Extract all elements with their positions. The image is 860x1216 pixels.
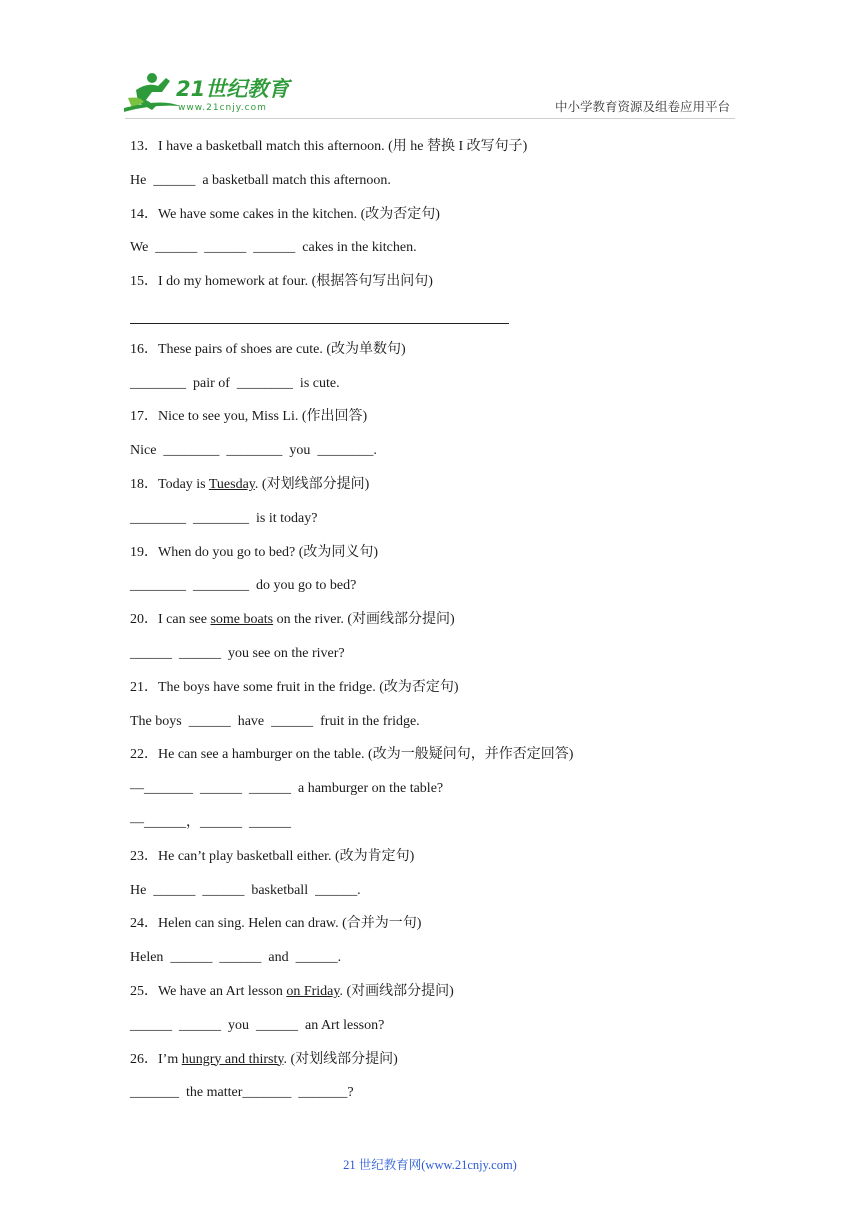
header-divider <box>125 118 735 119</box>
answer-13: He ______ a basketball match this afternoon. <box>130 172 391 188</box>
question-20 <box>130 609 750 643</box>
question-text: . (对画线部分提问) <box>339 983 454 999</box>
question-24: 24．Helen can sing. Helen can draw. (合并为一句) <box>130 916 422 932</box>
answer-blank-line <box>130 305 509 324</box>
answer-14: We ______ ______ ______ cakes in the kitchen. <box>130 240 417 256</box>
exercise-list <box>130 136 750 1116</box>
question-26 <box>130 1049 750 1083</box>
site-logo <box>122 68 292 114</box>
question-13: 13．I have a basketball match this afternoon. (用 he 替换 I 改写句子) <box>130 139 528 154</box>
question-text: 25．We have an Art lesson <box>130 983 287 999</box>
question-text: on the river. (对画线部分提问) <box>273 612 455 628</box>
page-header <box>0 0 860 130</box>
question-text: . (对划线部分提问) <box>254 476 370 492</box>
question-23: 23．He can’t play basketball either. (改为肯定句) <box>130 848 415 864</box>
answer-23: He ______ ______ basketball ______. <box>130 882 361 898</box>
question-text: 26．I’m <box>130 1051 182 1067</box>
answer-15 <box>130 305 750 339</box>
answer-22-reply: —______，______ ______ <box>130 814 291 830</box>
question-17: 17．Nice to see you, Miss Li. (作出回答) <box>130 409 368 425</box>
page-footer: 21 世纪教育网(www.21cnjy.com) <box>343 1158 517 1172</box>
answer-17: Nice ________ ________ you ________. <box>130 443 377 459</box>
answer-18: ________ ________ is it today? <box>130 510 318 526</box>
answer-19: ________ ________ do you go to bed? <box>130 578 357 594</box>
question-18 <box>130 474 750 508</box>
svg-text:21世纪教育: 21世纪教育 <box>176 77 290 101</box>
underlined-part: on Friday <box>286 983 340 999</box>
underlined-part: hungry and thirsty <box>181 1051 284 1067</box>
answer-22: —_______ ______ ______ a hamburger on the table? <box>130 781 444 797</box>
question-25 <box>130 981 750 1015</box>
platform-name: 中小学教育资源及组卷应用平台 <box>554 99 730 114</box>
question-text: . (对划线部分提问) <box>283 1051 398 1067</box>
question-16: 16．These pairs of shoes are cute. (改为单数句) <box>130 341 406 357</box>
answer-26: _______ the matter_______ _______? <box>130 1085 354 1101</box>
question-19: 19．When do you go to bed? (改为同义句) <box>130 544 379 560</box>
question-text: 18．Today is <box>130 476 209 492</box>
svg-text:www.21cnjy.com: www.21cnjy.com <box>178 103 267 113</box>
answer-21: The boys ______ have ______ fruit in the fridge. <box>130 713 420 729</box>
answer-24: Helen ______ ______ and ______. <box>130 950 342 966</box>
question-21: 21．The boys have some fruit in the fridge. (改为否定句) <box>130 679 459 695</box>
question-14: 14．We have some cakes in the kitchen. (改为否定句) <box>130 206 440 222</box>
underlined-part: Tuesday <box>208 476 255 492</box>
answer-16: ________ pair of ________ is cute. <box>130 375 340 391</box>
question-15: 15．I do my homework at four. (根据答句写出问句) <box>130 274 433 290</box>
question-22: 22．He can see a hamburger on the table. (改为一般疑问句，并作否定回答) <box>130 747 574 763</box>
answer-25: ______ ______ you ______ an Art lesson? <box>130 1017 385 1033</box>
underlined-part: some boats <box>210 612 274 628</box>
question-text: 20．I can see <box>130 612 211 628</box>
answer-20: ______ ______ you see on the river? <box>130 645 345 661</box>
